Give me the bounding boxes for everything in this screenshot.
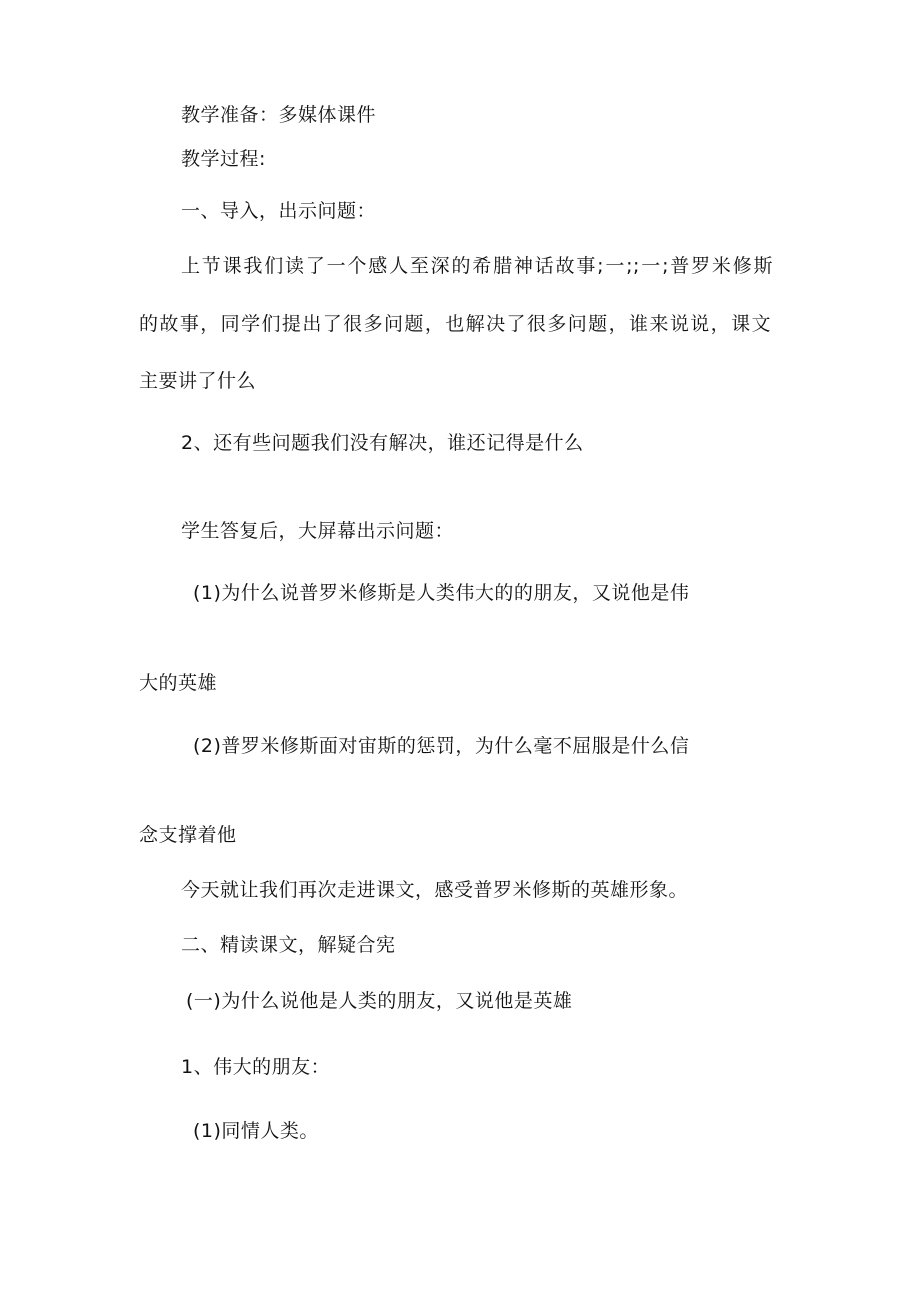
text-line: 学生答复后，大屏幕出示问题： bbox=[181, 520, 455, 542]
text-line: 1、伟大的朋友： bbox=[181, 1056, 331, 1078]
text-line: 大的英雄 bbox=[139, 672, 218, 694]
text-line: 的故事，同学们提出了很多问题，也解决了很多问题，谁来说说，课文 bbox=[139, 313, 771, 335]
text-line: 今天就让我们再次走进课文，感受普罗米修斯的英雄形象。 bbox=[181, 879, 689, 901]
text-line: 教学过程: bbox=[181, 148, 266, 170]
text-line: 教学准备：多媒体课件 bbox=[181, 104, 377, 126]
text-line: 主要讲了什么 bbox=[139, 370, 257, 392]
text-line: (1)为什么说普罗米修斯是人类伟大的的朋友，又说他是伟 bbox=[193, 582, 690, 604]
text-line: (一)为什么说他是人类的朋友，又说他是英雄 bbox=[186, 990, 573, 1012]
text-line: 上节课我们读了一个感人至深的希腊神话故事;一;;一;普罗米修斯 bbox=[181, 255, 773, 277]
text-line: 念支撑着他 bbox=[139, 824, 237, 846]
text-line: (1)同情人类。 bbox=[193, 1120, 319, 1142]
text-line: (2)普罗米修斯面对宙斯的惩罚，为什么毫不屈服是什么信 bbox=[193, 735, 690, 757]
text-line: 一、导入，出示问题： bbox=[181, 200, 377, 222]
text-line: 2、还有些问题我们没有解决，谁还记得是什么 bbox=[181, 432, 584, 454]
text-line: 二、精读课文，解疑合宪 bbox=[181, 934, 396, 956]
